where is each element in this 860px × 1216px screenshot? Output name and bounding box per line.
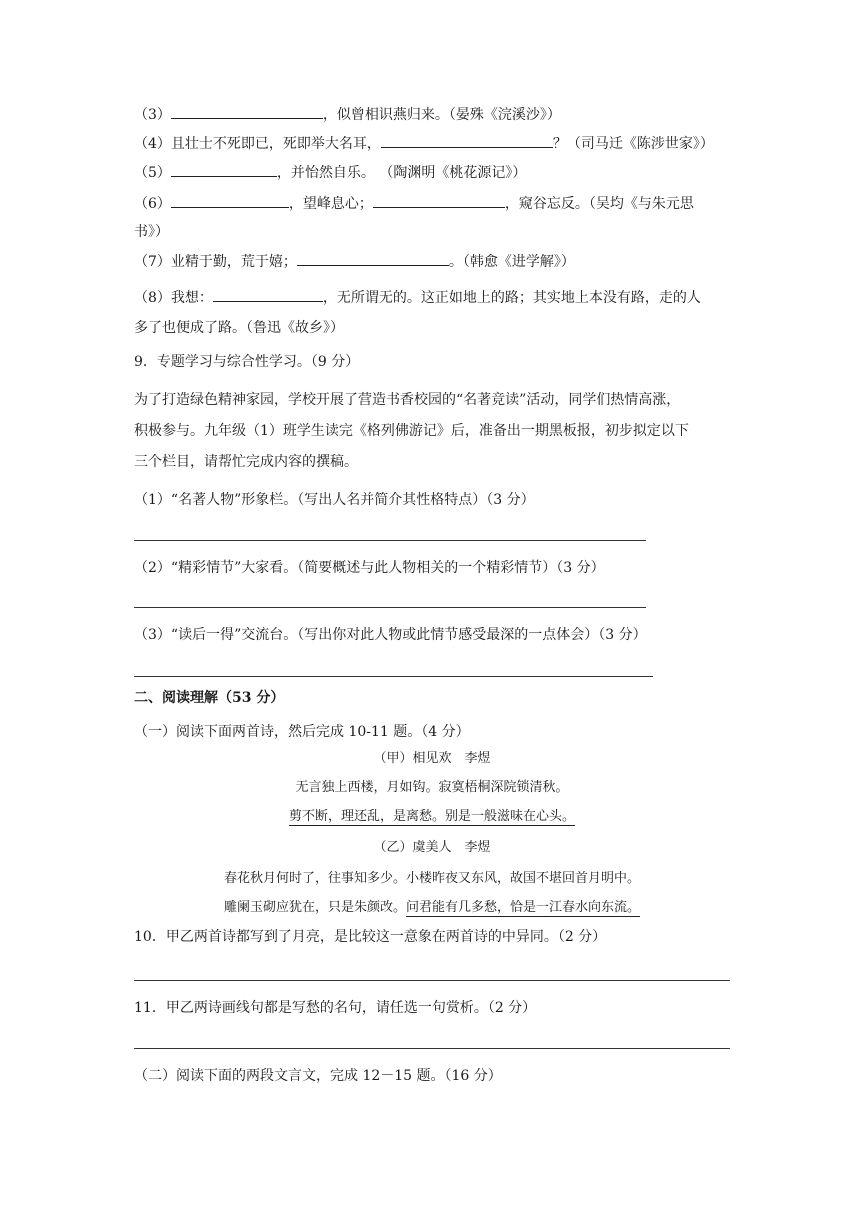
poem-a-line: 无言独上西楼，月如钩。寂寞梧桐深院锁清秋。	[295, 780, 569, 795]
answer-line[interactable]	[134, 1048, 730, 1049]
answer-line[interactable]	[134, 980, 730, 981]
q9-intro-line: 积极参与。九年级（1）班学生读完《格列佛游记》后，准备出一期黑板报，初步拟定以下	[134, 423, 689, 439]
poem-b-line: 雕阑玉砌应犹在，只是朱颜改。问君能有几多愁，恰是一江春水向东流。	[223, 900, 641, 915]
answer-line[interactable]	[134, 607, 646, 608]
q11: 11．甲乙两诗画线句都是写愁的名句，请任选一句赏析。（2 分）	[134, 1000, 537, 1016]
answer-blank[interactable]	[171, 104, 323, 119]
poem-b-underlined-text: 问君能有几多愁，恰是一江春水向东流。	[406, 900, 641, 915]
blank-q7: （7）业精于勤，荒于嬉； 。（韩愈《进学解》）	[134, 251, 575, 272]
poem-a-title: （甲）相见欢 李煜	[373, 751, 491, 766]
blank-q6-cont: 书》）	[134, 224, 169, 240]
poem-a-underlined-line: 剪不断，理还乱，是离愁。别是一般滋味在心头。	[288, 809, 575, 824]
poem-b-line: 春花秋月何时了，往事知多少。小楼昨夜又东风，故国不堪回首月明中。	[223, 871, 640, 886]
answer-blank[interactable]	[213, 287, 323, 302]
blank-q8-cont: 多了也便成了路。（鲁迅《故乡》）	[134, 320, 344, 336]
answer-blank[interactable]	[297, 251, 449, 266]
q9-intro-line: 为了打造绿色精神家园，学校开展了营造书香校园的“名著竞读”活动，同学们热情高涨，	[134, 392, 681, 408]
section-heading: 二、阅读理解（53 分）	[134, 690, 285, 706]
part2-intro: （二）阅读下面的两段文言文，完成 12－15 题。（16 分）	[134, 1068, 502, 1084]
q9-sub3: （3）“读后一得”交流台。（写出你对此人物或此情节感受最深的一点体会）（3 分）	[134, 627, 647, 643]
q9-intro-line: 三个栏目，请帮忙完成内容的撰稿。	[134, 454, 358, 470]
answer-line[interactable]	[134, 676, 653, 677]
answer-blank[interactable]	[171, 162, 277, 177]
q9-sub2: （2）“精彩情节”大家看。（简要概述与此人物相关的一个精彩情节）（3 分）	[134, 560, 605, 576]
blank-q3: （3） ，似曾相识燕归来。（晏殊《浣溪沙》）	[134, 104, 561, 125]
blank-q8: （8）我想： ，无所谓无的。这正如地上的路；其实地上本没有路，走的人	[134, 287, 701, 308]
poem-b-title: （乙）虞美人 李煜	[373, 840, 491, 855]
answer-line[interactable]	[134, 540, 646, 541]
answer-blank[interactable]	[171, 193, 289, 208]
answer-blank[interactable]	[373, 193, 505, 208]
blank-q5: （5） ，并怡然自乐。 （陶渊明《桃花源记》）	[134, 162, 526, 183]
q10: 10．甲乙两首诗都写到了月亮，是比较这一意象在两首诗的中异同。（2 分）	[134, 929, 607, 945]
blank-q4: （4）且壮士不死即已，死即举大名耳， ？（司马迁《陈涉世家》）	[134, 133, 714, 154]
q9-title: 9．专题学习与综合性学习。（9 分）	[134, 354, 360, 370]
blank-q6: （6） ，望峰息心； ，窥谷忘反。（吴均《与朱元思	[134, 193, 694, 214]
answer-blank[interactable]	[381, 133, 553, 148]
part1-intro: （一）阅读下面两首诗，然后完成 10-11 题。（4 分）	[134, 724, 470, 740]
q9-sub1: （1）“名著人物”形象栏。（写出人名并简介其性格特点）（3 分）	[134, 492, 535, 508]
